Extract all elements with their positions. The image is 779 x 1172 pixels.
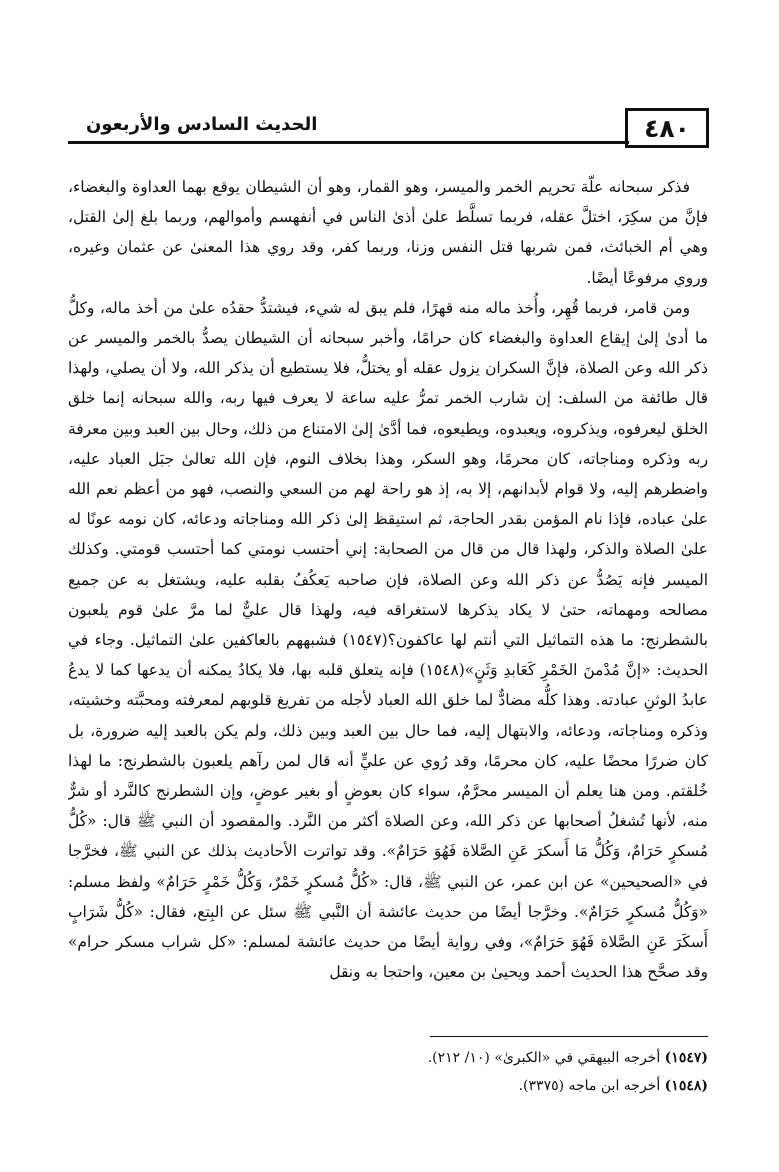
footnote	[68, 1072, 708, 1100]
footnote	[68, 1044, 708, 1072]
paragraph: فذكر سبحانه علّة تحريم الخمر والميسر، وهو القمار، وهو أن الشيطان يوقع بهما العداوة والبغضاء، فإنَّ من سكِرَ، اختلَّ عقله، فربما تسلَّط علىٰ أذىٰ الناس في أنفهسم وأموالهم، وربما بلغ إلىٰ القتل، وهي أم الخبائث، فمن شربها قتل النفس وزنا، وربما كفر، وقد روي هذا المعنىٰ عن عثمان وغيره، وروي مرفوعًا أيضًا.	[68, 178, 708, 287]
paragraph: ومن قامر، فربما قُهِر، وأُخذ ماله منه قهرًا، فلم يبق له شيء، فيشتدُّ حقدُه علىٰ من أخذ ماله، وكلُّ ما أدىٰ إلىٰ إيقاع العداوة والبغضاء كان حرامًا، وأخبر سبحانه أن الشيطان يصدُّ بالخمر والميسر عن ذكر الله وعن الصلاة، فإنَّ السكران يزول عقله أو يختلُّ، فلا يستطيع أن يذكر الله، ولا أن يصلي، ولهذا قال طائفة من السلف: إن شارب الخمر تمرُّ عليه ساعة لا يعرف فيها ربه، والله سبحانه إنما خلق الخلق ليعرفوه، ويذكروه، ويعبدوه، ويطيعوه، فما أدَّىٰ إلىٰ الامتناع من ذلك، وحال بين العبد وبين معرفة ربه وذكره ومناجاته، كان محرمًا، وهو السكر، وهذا بخلاف النوم، فإن الله تعالىٰ جبَل العباد عليه، واضطرهم إليه، ولا قوام لأبدانهم، إلا به، إذ هو راحة لهم من السعي والنصب، فهو من أعظم نعم الله علىٰ عباده، فإذا نام المؤمن بقدر الحاجة، ثم استيقظ إلىٰ ذكر الله ومناجاته ودعائه، كان نومه عونًا له علىٰ الصلاة والذكر، ولهذا قال من قال من الصحابة: إني أحتسب نومتي كما أحتسب قومتي. وكذلك الميسر فإنه يَصُدُّ عن ذكر الله وعن الصلاة، فإن صاحبه يَعكُفُ بقلبه عليه، ويشتغل به عن جميع مصالحه ومهماته، حتىٰ لا يكاد يذكرها لاستغراقه فيه، ولهذا قال عليٌّ لما مرَّ علىٰ قوم يلعبون بالشطرنج: ما هذه التماثيل التي أنتم لها عاكفون؟(١٥٤٧) فشبههم بالعاكفين علىٰ التماثيل. وجاء في الحديث: «إنَّ مُدْمنَ الخَمْرِ كَعَابدِ وَثَنٍ»(١٥٤٨) فإنه يتعلق قلبه بها، فلا يكادُ يمكنه أن يدعها كما لا يدعُ عابدُ الوثنِ عبادته. وهذا كلُّه مضادٌّ لما خلق الله العباد لأجله من تفريغ قلوبهم لمعرفته ومحبَّته وخشيته، وذكره ومناجاته، ودعائه، والابتهال إليه، فما حال بين العبد وبين ذلك، ولم يكن بالعبد إليه ضرورة، بل كان ضررًا محضًا عليه، كان محرمًا، وقد رُوي عن عليٍّ أنه قال لمن رآهم يلعبون بالشطرنج: ما لهذا خُلقتم. ومن هنا يعلم أن الميسر محرَّمٌ، سواء كان بعوضٍ أو بغير عوضٍ، وإن الشطرنج كالنَّرد أو شرٌّ منه، لأنها تُشغلُ أصحابها عن ذكر الله، وعن الصلاة أكثر من النَّرد. والمقصود أن النبي ﷺ قال: «كُلُّ مُسكرٍ حَرَامٌ، وَكُلُّ مَا أَسكرَ عَنِ الصَّلاة فَهُوَ حَرَامٌ». وقد تواترت الأحاديث بذلك عن النبي ﷺ، فخرَّجا في «الصحيحين» عن ابن عمر، عن النبي ﷺ، قال: «كُلُّ مُسكرٍ خَمْرٌ، وَكُلُّ خَمْرٍ حَرَامٌ» ولفظ مسلم: «وَكُلُّ مُسكرٍ حَرَامٌ». وخرَّجا أيضًا من حديث عائشة أن النَّبي ﷺ سئل عن البِتع، فقال: «كُلُّ شَرَابٍ أَسكَرَ عَنِ الصَّلاة فَهُوَ حَرَامٌ»، وفي رواية أيضًا من حديث عائشة لمسلم: «كل شراب مسكر حرام» وقد صحَّح هذا الحديث أحمد ويحيىٰ بن معين، واحتجا به ونقل	[68, 298, 708, 982]
footnotes	[68, 1044, 708, 1100]
footnote-number: (١٥٤٧)	[664, 1050, 708, 1066]
footnote-text: أخرجه ابن ماجه (٣٣٧٥).	[518, 1078, 661, 1094]
page-number: ٤٨٠	[625, 108, 709, 148]
page-header	[68, 108, 709, 152]
chapter-title: الحديث السادس والأربعون	[86, 114, 318, 135]
footnote-text: أخرجه البيهقي في «الكبرىٰ» (١٠/ ٢١٢).	[427, 1050, 661, 1066]
footnote-rule	[430, 1036, 708, 1037]
footnote-number: (١٥٤٨)	[664, 1078, 708, 1094]
body-text	[68, 172, 708, 1016]
header-rule	[68, 141, 629, 144]
